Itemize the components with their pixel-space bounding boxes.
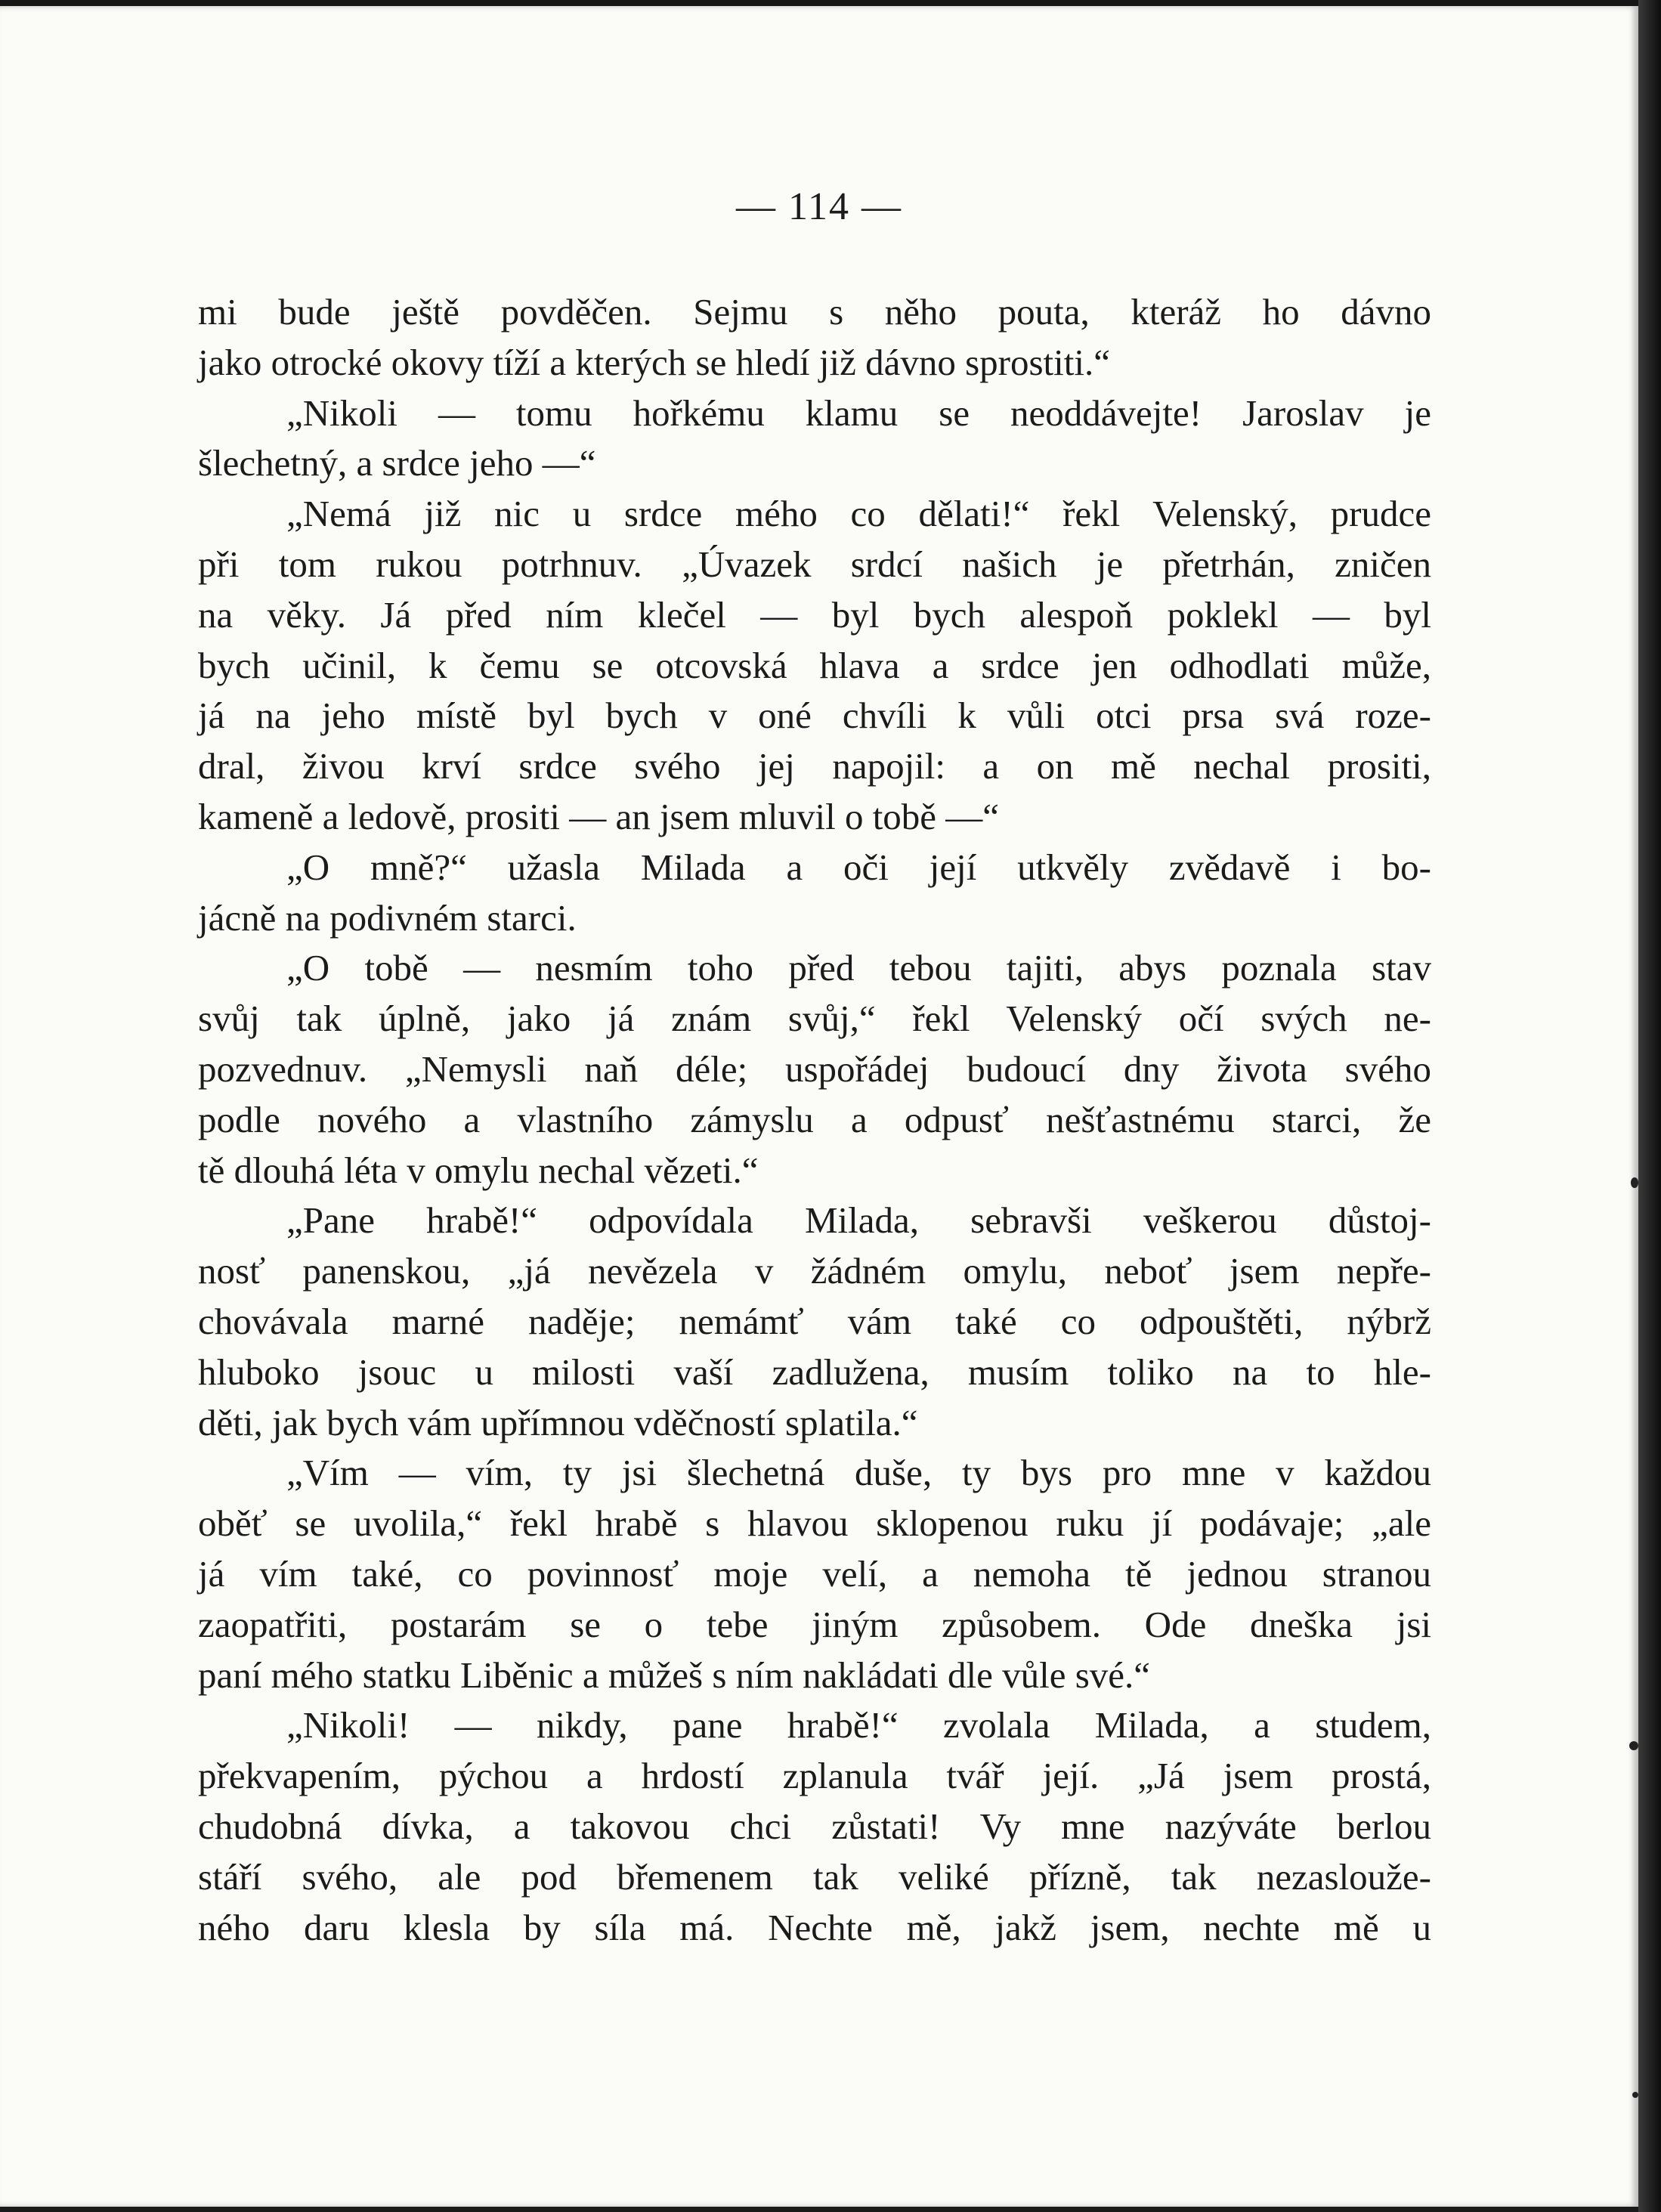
ink-speck <box>1629 1741 1638 1750</box>
body-text <box>198 287 1431 1953</box>
text-line: šlechetný, a srdce jeho —“ <box>198 442 596 484</box>
book-page <box>0 6 1638 2207</box>
text-line: „O mně?“ užasla Milada a oči její utkvěly zvědavě i bo- <box>286 846 1431 888</box>
text-line: „Nikoli! — nikdy, pane hrabě!“ zvolala Milada, a studem, <box>286 1704 1431 1746</box>
ink-speck <box>1632 2092 1638 2098</box>
text-line: tě dlouhá léta v omylu nechal vězeti.“ <box>198 1149 759 1191</box>
text-line: nosť panenskou, „já nevězela v žádném omylu, neboť jsem nepře- <box>198 1250 1431 1292</box>
text-line: hluboko jsouc u milosti vaší zadlužena, musím toliko na to hle- <box>198 1350 1431 1393</box>
text-line: „Nemá již nic u srdce mého co dělati!“ řekl Velenský, prudce <box>286 493 1431 535</box>
text-line: podle nového a vlastního zámyslu a odpusť nešťastnému starci, že <box>198 1098 1431 1140</box>
text-line: „Nikoli — tomu hořkému klamu se neoddávejte! Jaroslav je <box>286 391 1431 434</box>
text-line: chudobná dívka, a takovou chci zůstati! Vy mne nazýváte berlou <box>198 1805 1431 1847</box>
text-line: já vím také, co povinnosť moje velí, a nemoha tě jednou stranou <box>198 1552 1431 1595</box>
text-line: já na jeho místě byl bych v oné chvíli k vůli otci prsa svá roze- <box>198 695 1431 737</box>
page-number: — 114 — <box>735 185 903 228</box>
text-line: jácně na podivném starci. <box>198 896 577 939</box>
ink-speck <box>1631 1177 1638 1188</box>
text-line: zaopatřiti, postarám se o tebe jiným způsobem. Ode dneška jsi <box>198 1603 1431 1645</box>
scan-right-edge <box>1638 0 1661 2212</box>
text-line: jako otrocké okovy tíží a kterých se hledí již dávno sprostiti.“ <box>198 341 1110 383</box>
text-line: děti, jak bych vám upřímnou vděčností splatila.“ <box>198 1401 918 1443</box>
text-line: překvapením, pýchou a hrdostí zplanula tvář její. „Já jsem prostá, <box>198 1755 1431 1797</box>
text-line: stáří svého, ale pod břemenem tak veliké přízně, tak nezaslouže- <box>198 1855 1431 1898</box>
text-line: svůj tak úplně, jako já znám svůj,“ řekl Velenský očí svých ne- <box>198 998 1431 1040</box>
text-line: při tom rukou potrhnuv. „Úvazek srdcí našich je přetrhán, zničen <box>198 543 1431 585</box>
text-line: kameně a ledově, prositi — an jsem mluvil o tobě —“ <box>198 795 1000 837</box>
scan-top-edge <box>0 0 1661 6</box>
text-line: bych učinil, k čemu se otcovská hlava a srdce jen odhodlati může, <box>198 644 1431 686</box>
text-line: na věky. Já před ním klečel — byl bych alespoň poklekl — byl <box>198 593 1431 636</box>
text-line: ného daru klesla by síla má. Nechte mě, jakž jsem, nechte mě u <box>198 1906 1431 1948</box>
text-line: oběť se uvolila,“ řekl hrabě s hlavou sklopenou ruku jí podávaje; „ale <box>198 1502 1431 1545</box>
text-line: „Pane hrabě!“ odpovídala Milada, sebravši veškerou důstoj- <box>286 1199 1431 1242</box>
text-line: paní mého statku Liběnic a můžeš s ním nakládati dle vůle své.“ <box>198 1654 1151 1696</box>
text-line: chovávala marné naděje; nemámť vám také co odpouštěti, nýbrž <box>198 1300 1431 1342</box>
text-line: pozvednuv. „Nemysli naň déle; uspořádej budoucí dny života svého <box>198 1047 1431 1090</box>
text-line: „O tobě — nesmím toho před tebou tajiti, abys poznala stav <box>286 947 1431 989</box>
text-line: dral, živou krví srdce svého jej napojil: a on mě nechal prositi, <box>198 745 1431 787</box>
text-line: mi bude ještě povděčen. Sejmu s něho pouta, kteráž ho dávno <box>198 291 1431 333</box>
text-line: „Vím — vím, ty jsi šlechetná duše, ty bys pro mne v každou <box>286 1452 1431 1494</box>
